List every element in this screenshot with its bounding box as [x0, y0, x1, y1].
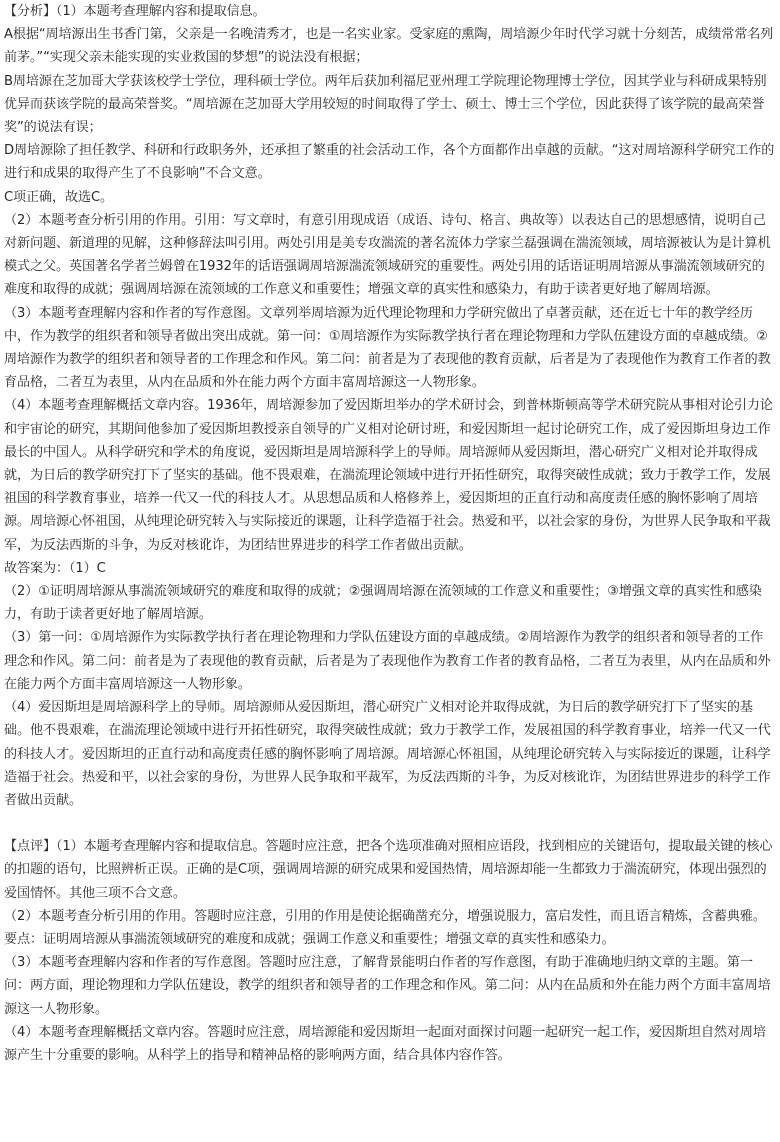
answer-paragraph: （4）爱因斯坦是周培源科学上的导师。周培源师从爱因斯坦，潜心研究广义相对论并取得成就，为日后的教学研究打下了坚实的基础。他不畏艰难，在湍流理论领域中进行开拓性研究，取得突破性成就；致力于教学工作，发展祖国的科学教育事业，培养一代又一代的科技人才。爱因斯坦的正直行动和高度责任感的胸怀影响了周培源。周培源心怀祖国，从纯理论研究转入与实际接近的课题，让科学造福于社会。热爱和平，以社会家的身份，为世界人民争取和平裁军，为反法西斯的斗争，为反对核讹诈，为团结世界进步的科学工作者做出贡献。: [4, 700, 771, 808]
analysis-paragraph: （2）本题考查分析引用的作用。引用：写文章时，有意引用现成语（成语、诗句、格言、典故等）以表达自己的思想感情，说明自己对新问题、新道理的见解，这种修辞法叫引用。两处引用是美专攻湍流的著名流体力学家兰磊强调在湍流领域，周培源被认为是计算机模式之父。英国著名学者兰姆曾在1932年的话语强调周培源湍流领域研究的重要性。两处引用的话语证明周培源从事湍流领域研究的难度和取得的成就；强调周培源在流领域的工作意义和重要性；增强文章的真实性和感染力，有助于读者更好地了解周培源。: [4, 212, 771, 298]
analysis-paragraph: C项正确，故选C。: [4, 189, 114, 205]
analysis-paragraph: （4）本题考查理解概括文章内容。1936年，周培源参加了爱因斯坦举办的学术研讨会，到普林斯顿高等学术研究院从事相对论引力论和宇宙论的研究，其期间他参加了爱因斯坦教授亲自领导的广义相对论研讨班，和爱因斯坦一起讨论研究工作，成了爱因斯坦身边工作最长的中国人。从科学研究和学术的角度说，爱因斯坦是周培源科学上的导师。周培源师从爱因斯坦，潜心研究广义相对论并取得成就，为日后的教学研究打下了坚实的基础。他不畏艰难，在湍流理论领域中进行开拓性研究，取得突破性成就；致力于教学工作，发展祖国的科学教育事业，培养一代又一代的科技人才。从思想品质和人格修养上，爱因斯坦的正直行动和高度责任感的胸怀影响了周培源。周培源心怀祖国，从纯理论研究转入与实际接近的课题，让科学造福于社会。热爱和平，以社会家的身份，为世界人民争取和平裁军，为反法西斯的斗争，为反对核讹诈，为团结世界进步的科学工作者做出贡献。: [4, 398, 773, 553]
analysis-paragraph: D周培源除了担任教学、科研和行政职务外，还承担了繁重的社会活动工作，各个方面都作出卓越的贡献。“这对周培源科学研究工作的进行和成果的取得产生了不良影响”不合文意。: [4, 143, 775, 182]
answer-paragraph: 故答案为：（1）C: [4, 560, 106, 576]
analysis-paragraph: （3）本题考查理解内容和作者的写作意图。文章列举周培源为近代理论物理和力学研究做出了卓著贡献，还在近七十年的教学经历中，作为教学的组织者和领导者做出突出成就。第一问：①周培源作为实际教学执行者在理论物理和力学队伍建设方面的卓越成绩。②周培源作为教学的组织者和领导者的工作理念和作风。第二问：前者是为了表现他的教育贡献，后者是为了表现他作为教育工作者的教育品格，二者互为表里，从内在品质和外在能力两个方面丰富周培源这一人物形象。: [4, 305, 771, 391]
analysis-section: [4, 0, 776, 557]
comment-paragraph: （2）本题考查分析引用的作用。答题时应注意，引用的作用是使论据确凿充分，增强说服力，富启发性，而且语言精炼，含蓄典雅。要点：证明周培源从事湍流领域研究的难度和成就；强调工作意义和重要性；增强文章的真实性和感染力。: [4, 908, 766, 947]
comment-paragraph: 【点评】（1）本题考查理解内容和提取信息。答题时应注意，把各个选项准确对照相应语段，找到相应的关键语句，提取最关键的核心的扣题的语句，比照辨析正误。正确的是C项，强调周培源的研究成果和爱国热情，周培源却能一生都致力于湍流研究，体现出强烈的爱国情怀。其他三项不合文意。: [4, 839, 773, 901]
comment-paragraph: （3）本题考查理解内容和作者的写作意图。答题时应注意，了解背景能明白作者的写作意图，有助于准确地归纳文章的主题。第一问：两方面，理论物理和力学队伍建设，教学的组织者和领导者的工作理念和作风。第二问：从内在品质和外在能力两个方面丰富周培源这一人物形象。: [4, 955, 771, 1017]
answer-section: [4, 557, 776, 812]
analysis-paragraph: 【分析】（1）本题考查理解内容和提取信息。: [4, 4, 266, 19]
analysis-paragraph: A根据“周培源出生书香门第，父亲是一名晚清秀才，也是一名实业家。受家庭的熏陶，周培源少年时代学习就十分刻苦，成绩常常名列前茅。”“实现父亲未能实现的实业救国的梦想”的说法没有根据；: [4, 27, 774, 66]
comment-section: [4, 835, 776, 1067]
comment-paragraph: （4）本题考查理解概括文章内容。答题时应注意，周培源能和爱因斯坦一起面对面探讨问题一起研究一起工作，爱因斯坦自然对周培源产生十分重要的影响。从科学上的指导和精神品格的影响两方面，结合具体内容作答。: [4, 1024, 766, 1063]
analysis-paragraph: B周培源在芝加哥大学获该校学士学位，理科硕士学位。两年后获加利福尼亚州理工学院理论物理博士学位，因其学业与科研成果特别优异而获该学院的最高荣誉奖。“周培源在芝加哥大学用较短的时间取得了学士、硕士、博士三个学位，因此获得了该学院的最高荣誉奖”的说法有误；: [4, 73, 767, 136]
answer-paragraph: （3）第一问：①周培源作为实际教学执行者在理论物理和力学队伍建设方面的卓越成绩。②周培源作为教学的组织者和领导者的工作理念和作风。第二问：前者是为了表现他的教育贡献，后者是为了表现他作为教育工作者的教育品格，二者互为表里，从内在品质和外在能力两个方面丰富周培源这一人物形象。: [4, 630, 771, 692]
answer-paragraph: （2）①证明周培源从事湍流领域研究的难度和取得的成就；②强调周培源在流领域的工作意义和重要性；③增强文章的真实性和感染力，有助于读者更好地了解周培源。: [4, 584, 762, 623]
section-spacer: [4, 812, 776, 835]
